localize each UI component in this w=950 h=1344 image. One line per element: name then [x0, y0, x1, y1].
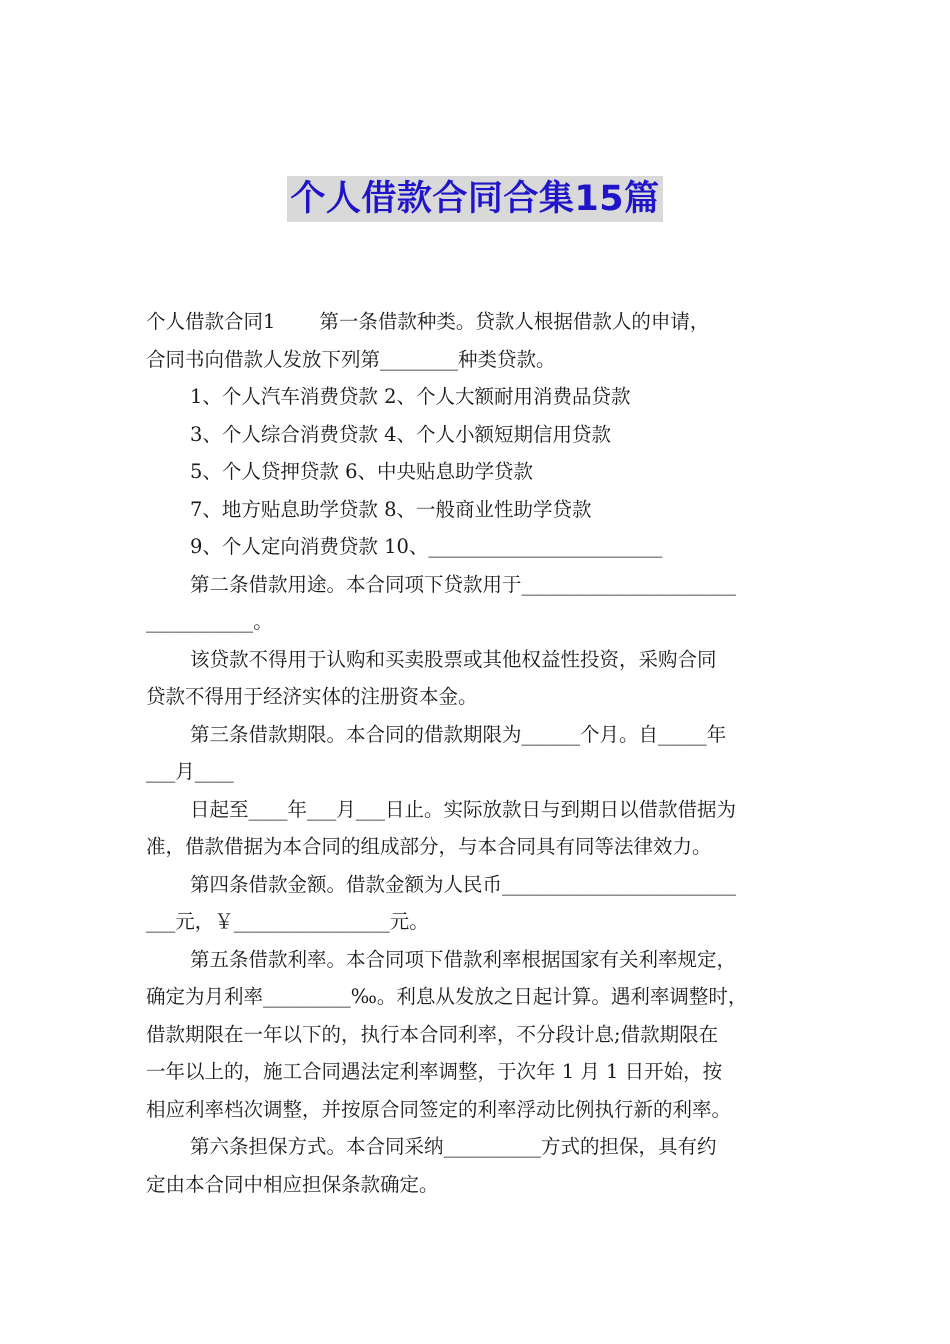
- list-item: 7、地方贴息助学贷款 8、一般商业性助学贷款: [190, 497, 592, 521]
- text-line-tail: 第一条借款种类。贷款人根据借款人的申请，: [319, 310, 710, 333]
- section-heading: 个人借款合同1: [146, 310, 276, 333]
- text-line: 第六条担保方式。本合同采纳__________方式的担保，具有约: [190, 1135, 717, 1158]
- list-item: 5、个人贷押贷款 6、中央贴息助学贷款: [190, 460, 534, 483]
- text-line: 准，借款借据为本合同的组成部分，与本合同具有同等法律效力。: [146, 835, 712, 858]
- title-container: [0, 176, 950, 222]
- text-line: 第四条借款金额。借款金额为人民币________________________: [190, 872, 737, 896]
- list-item: 9、个人定向消费贷款 10、________________________: [190, 535, 663, 558]
- text-line: 第二条借款用途。本合同项下贷款用于______________________: [190, 572, 737, 596]
- document-body: [146, 303, 808, 1203]
- list-item: 3、个人综合消费贷款 4、个人小额短期信用贷款: [190, 422, 612, 446]
- text-line: 第三条借款期限。本合同的借款期限为______个月。自_____年: [190, 722, 727, 746]
- text-line: 贷款不得用于经济实体的注册资本金。: [146, 685, 478, 708]
- text-line: 第五条借款利率。本合同项下借款利率根据国家有关利率规定，: [190, 947, 737, 971]
- text-line: 定由本合同中相应担保条款确定。: [146, 1172, 439, 1196]
- text-line: 借款期限在一年以下的，执行本合同利率，不分段计息;借款期限在: [146, 1022, 719, 1046]
- text-line: 合同书向借款人发放下列第________种类贷款。: [146, 347, 556, 371]
- text-line: 一年以上的，施工合同遇法定利率调整，于次年 1 月 1 日开始，按: [146, 1060, 723, 1083]
- document-title: 个人借款合同合集15篇: [287, 176, 662, 222]
- text-line: [146, 303, 808, 341]
- text-line: 该贷款不得用于认购和买卖股票或其他权益性投资，采购合同: [190, 647, 717, 671]
- list-item: 1、个人汽车消费贷款 2、个人大额耐用消费品贷款: [190, 385, 631, 408]
- text-line: ___元，￥________________元。: [146, 910, 429, 933]
- text-line: 确定为月利率_________‰。利息从发放之日起计算。遇利率调整时，: [146, 985, 748, 1008]
- text-line: 日起至____年___月___日止。实际放款日与到期日以借款借据为: [190, 797, 737, 821]
- text-line: ___________。: [146, 610, 273, 633]
- text-line: 相应利率档次调整，并按原合同签定的利率浮动比例执行新的利率。: [146, 1097, 732, 1121]
- text-line: ___月____: [146, 760, 234, 783]
